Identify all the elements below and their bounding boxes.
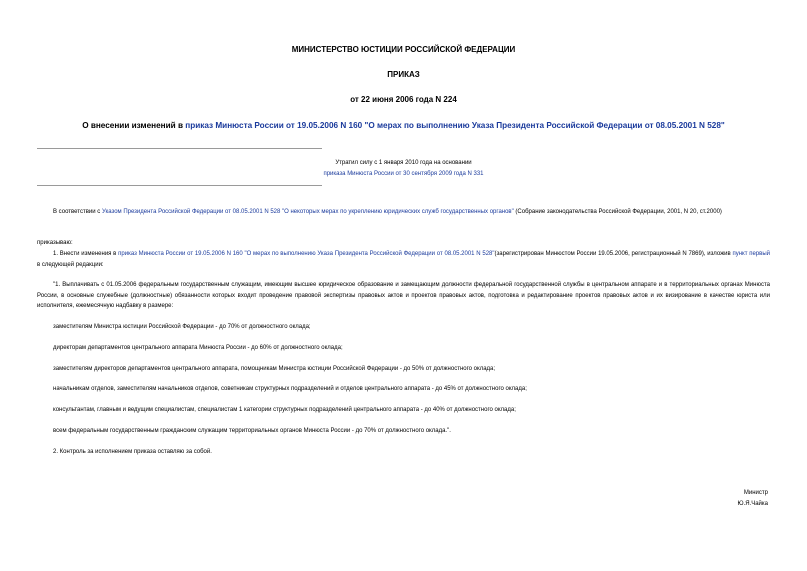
allowance-item: начальникам отделов, заместителям начальников отделов, советникам структурных подразделений и отделов центрального аппарата - до 45% от должностного оклада;	[53, 386, 527, 392]
title-prefix: О внесении изменений в	[82, 121, 186, 130]
item1-paragraph	[37, 249, 770, 270]
item1-middle: (зарегистрирован Минюстом России 19.05.2006, регистрационный N 7869), изложив	[494, 251, 733, 257]
amended-order-link[interactable]: приказ Минюста России от 19.05.2006 N 160 "О мерах по выполнению Указа Президента Российской Федерации от 08.05.2001 N 528"	[118, 251, 495, 257]
allowance-item: заместителям Министра юстиции Российской Федерации - до 70% от должностного оклада;	[53, 324, 311, 330]
status-note-line2	[0, 169, 807, 180]
title-order-link[interactable]: приказ Минюста России от 19.05.2006 N 160 "О мерах по выполнению Указа Президента Российской Федерации от 08.05.2001 N 528"	[185, 121, 725, 130]
orders-word: приказываю:	[37, 240, 73, 246]
allowance-item: директорам департаментов центрального аппарата Минюста России - до 60% от должностного оклада;	[53, 345, 343, 351]
repeal-order-link[interactable]: приказа Минюста России от 30 сентября 2009 года N 331	[323, 171, 484, 177]
preamble-paragraph	[37, 207, 770, 218]
allowance-item: всем федеральным государственным гражданским служащим территориальных органов Минюста России - до 70% от должностного оклада.".	[53, 428, 451, 434]
item1-prefix: 1. Внести изменения в	[53, 251, 119, 257]
allowance-item: консультантам, главным и ведущим специалистам, специалистам 1 категории структурных подразделений центрального аппарата - до 40% от должностного оклада;	[53, 407, 516, 413]
preamble-prefix: В соответствии с	[53, 209, 102, 215]
point-one-link[interactable]: пункт первый	[732, 251, 770, 257]
status-note-line1: Утратил силу с 1 января 2010 года на основании	[335, 160, 472, 166]
item1-suffix: в следующей редакции:	[37, 261, 104, 268]
document-title	[0, 120, 807, 131]
signature-name: Ю.Я.Чайка	[737, 501, 768, 507]
divider-top	[37, 148, 322, 149]
item2-paragraph: 2. Контроль за исполнением приказа оставляю за собой.	[53, 449, 212, 455]
divider-bottom	[37, 185, 322, 186]
preamble-suffix: (Собрание законодательства Российской Федерации, 2001, N 20, ст.2000)	[513, 209, 722, 215]
date-number-heading: от 22 июня 2006 года N 224	[350, 95, 457, 104]
quote-intro-paragraph: "1. Выплачивать с 01.05.2006 федеральным государственным служащим, имеющим высшее юридическое образование и замещающим должности федеральной государственной службы в центральном аппарате и в территориальных органах Минюста России, в основные служебные (должностные) обязанности которых входит проведение правовой экспертизы правовых актов и проектов правовых актов, подготовка и редактирование проектов правовых актов и их визирование в качестве юриста или исполнителя, ежемесячную надбавку в размере:	[37, 282, 770, 309]
decree-link[interactable]: Указом Президента Российской Федерации от 08.05.2001 N 528 "О некоторых мерах по укреплению юридических служб государственных органов"	[101, 209, 514, 215]
doc-type-heading: ПРИКАЗ	[387, 70, 420, 79]
signature-position: Министр	[743, 490, 768, 496]
allowance-item: заместителям директоров департаментов центрального аппарата, помощникам Министра юстиции Российской Федерации - до 50% от должностного оклада;	[53, 366, 496, 372]
ministry-heading: МИНИСТЕРСТВО ЮСТИЦИИ РОССИЙСКОЙ ФЕДЕРАЦИИ	[291, 45, 516, 54]
